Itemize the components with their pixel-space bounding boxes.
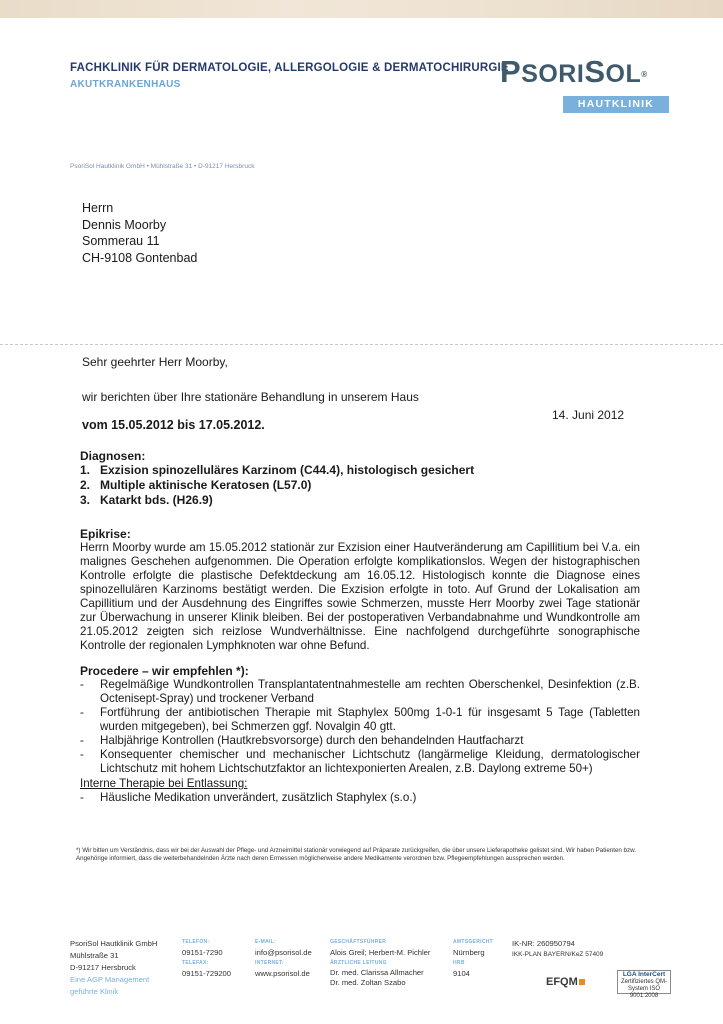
procedure-heading: Procedere – wir empfehlen *): <box>80 664 249 678</box>
footer-court: AMTSGERICHT Nürnberg HRB 9104 <box>453 939 493 978</box>
recommendation-item: - Konsequenter chemischer und mechanischer Lichtschutz (langärmelige Kleidung, dermatologischer Lichtschutz mit hohem Lichtschutzfaktor an lichtexponierten Arealen, z.B. Daylong extreme 50+) <box>80 748 640 775</box>
footnote: *) Wir bitten um Verständnis, dass wir bei der Auswahl der Pflege- und Arzneimittel stationär vorwiegend auf Präparate zurückgreifen, die über unsere Lieferapotheke gelistet sind. Wir haben Patienten bzw. Angehörige informiert, dass die weiterbehandelnden Ärzte nach deren Ermessen möglicherweise andere Medikamente verordnen bzw. Pflegeempfehlungen aussprechen werden. <box>76 847 636 862</box>
diagnosis-item: 2. Multiple aktinische Keratosen (L57.0) <box>80 478 312 492</box>
diagnoses-section <box>80 449 640 508</box>
recommendation-item: - Regelmäßige Wundkontrollen Transplantatentnahmestelle am rechten Oberschenkel, Desinfektion (z.B. Octenisept-Spray) und trockener Verband <box>80 678 640 705</box>
website-link[interactable]: www.psorisol.de <box>255 969 310 978</box>
letter-intro: wir berichten über Ihre stationäre Behandlung in unserem Haus <box>82 390 419 404</box>
procedure-section <box>80 664 640 805</box>
stay-period: vom 15.05.2012 bis 17.05.2012. <box>82 418 265 432</box>
letter-date: 14. Juni 2012 <box>552 408 625 422</box>
recipient-address <box>82 200 197 266</box>
efqm-logo: EFQM <box>546 976 585 988</box>
diagnosis-item: 3. Katarkt bds. (H26.9) <box>80 493 213 507</box>
footer-phone: TELEFON: 09151-7290 TELEFAX: 09151-729200 <box>182 939 231 978</box>
clinic-subtitle: AKUTKRANKENHAUS <box>70 79 181 90</box>
letter-greeting: Sehr geehrter Herr Moorby, <box>82 355 228 369</box>
footer-ik: IK-NR: 260950794 IKK-PLAN BAYERN/KeZ 57409 <box>512 939 604 958</box>
diagnoses-heading: Diagnosen: <box>80 449 146 463</box>
internal-therapy-item: - Häusliche Medikation unverändert, zusätzlich Staphylex (s.o.) <box>80 791 417 804</box>
epicrisis-heading: Epikrise: <box>80 527 131 541</box>
email-link[interactable]: info@psorisol.de <box>255 948 312 957</box>
logo-subtitle: HAUTKLINIK <box>563 96 669 113</box>
psorisol-logo <box>500 54 680 110</box>
scan-top-edge <box>0 0 723 18</box>
recipient-city: CH-9108 Gontenbad <box>82 250 198 265</box>
recipient-name: Dennis Moorby <box>82 217 167 232</box>
footer-company: PsoriSol Hautklinik GmbH Mühlstraße 31 D-91217 Hersbruck Eine AGP Management geführte Klinik <box>70 939 158 996</box>
diagnosis-item: 1. Exzision spinozelluläres Karzinom (C44.4), histologisch gesichert <box>80 463 475 477</box>
epicrisis-section <box>80 527 640 653</box>
recipient-salutation: Herrn <box>82 201 114 215</box>
recommendation-item: - Halbjährige Kontrollen (Hautkrebsvorsorge) durch den behandelnden Hautfacharzt <box>80 734 524 747</box>
sender-return-address: PsoriSol Hautklinik GmbH • Mühlstraße 31 • D-91217 Hersbruck <box>70 163 255 170</box>
recipient-street: Sommerau 11 <box>82 234 160 248</box>
footer-management: GESCHÄFTSFÜHRER Alois Greil; Herbert-M. Pichler ÄRZTLICHE LEITUNG Dr. med. Clarissa Allmacher Dr. med. Zoltan Szabo <box>330 939 431 987</box>
internal-therapy-heading: Interne Therapie bei Entlassung: <box>80 777 248 790</box>
letterhead <box>70 62 509 90</box>
clinic-name: FACHKLINIK FÜR DERMATOLOGIE, ALLERGOLOGIE & DERMATOCHIRURGIE <box>70 62 509 74</box>
intercert-seal: LGA InterCert Zertifiziertes QM-System ISO 9001:2008 <box>617 970 671 994</box>
logo-wordmark: PSORISOL® <box>500 54 648 89</box>
footer-contact: E-MAIL: info@psorisol.de INTERNET: www.psorisol.de <box>255 939 312 978</box>
fold-line <box>0 344 723 345</box>
recommendation-item: - Fortführung der antibiotischen Therapie mit Staphylex 500mg 1-0-1 für insgesamt 5 Tage (Tabletten wurden mitgegeben), bei Schmerzen ggf. Novalgin 40 gtt. <box>80 706 640 733</box>
epicrisis-text: Herrn Moorby wurde am 15.05.2012 stationär zur Exzision einer Hautveränderung am Capillitium bei V.a. ein malignes Geschehen aufgenommen. Die Operation erfolgte komplikationslos. Wegen der histographischen Kontrolle erfolgte die plastische Defektdeckung am 16.05.12. Histologisch konnte die Diagnose eines spinozellulären Karzinoms bestätigt werden. Die Exzision erfolgte in toto. Auf Grund der Lokalisation am Capillitium und der Ausdehnung des Eingriffes sowie Schmerzen, musste Herr Moorby zwei Tage stationär zur Überwachung in unserer Klinik bleiben. Bei der postoperativen Verbandabnahme und Wundkontrolle am 21.05.2012 zeigten sich reizlose Wundverhältnisse. Eine nachfolgend durchgeführte sonographische Kontrolle der regionalen Lymphknoten war ohne Befund. <box>80 541 640 652</box>
